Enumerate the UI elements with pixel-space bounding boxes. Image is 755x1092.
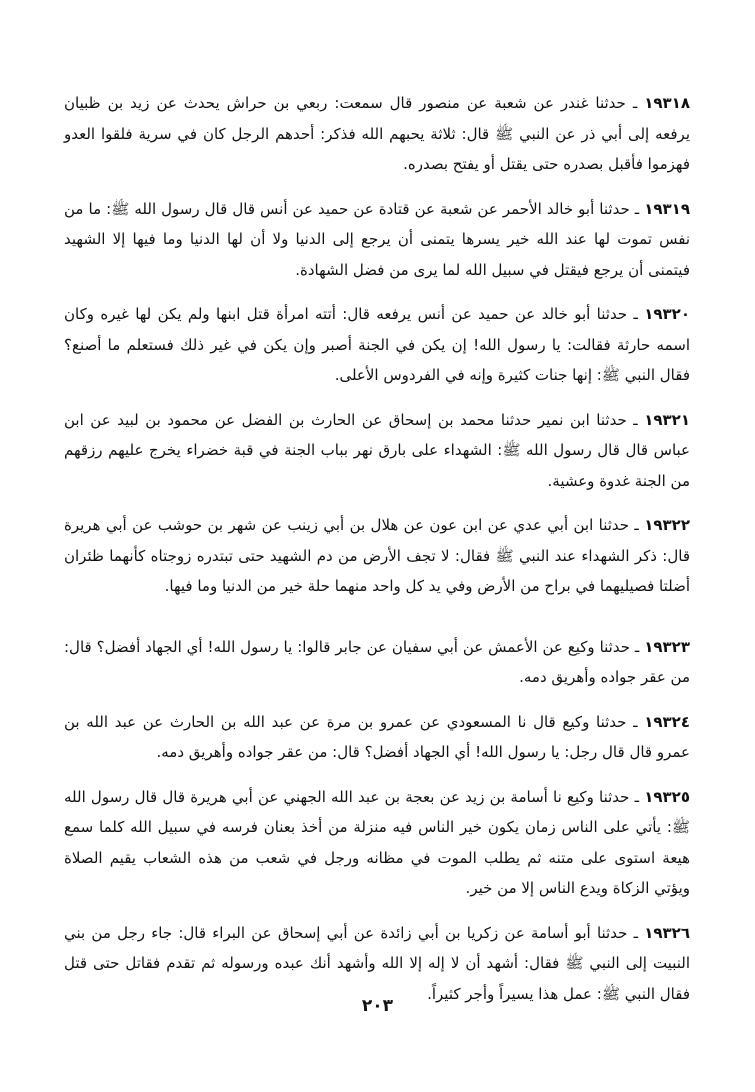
hadith-19324 bbox=[64, 707, 690, 768]
hadith-number: ١٩٣٢٠ bbox=[644, 305, 690, 323]
hadith-text: ـ حدثنا ابن نمير حدثنا محمد بن إسحاق عن الحارث بن الفضل عن محمود بن لبيد عن ابن عباس قال قال رسول الله ﷺ: الشهداء على بارق نهر بباب الجنة في قبة خضراء يخرج عليهم رزقهم من الجنة غدوة وعشية. bbox=[64, 410, 690, 490]
hadith-number: ١٩٣١٨ bbox=[644, 94, 690, 112]
hadith-number: ١٩٣٢١ bbox=[644, 410, 690, 429]
hadith-number: ١٩٣٢٢ bbox=[644, 516, 690, 534]
page-number: ٢٠٣ bbox=[361, 996, 394, 1016]
hadith-19325 bbox=[64, 782, 690, 904]
hadith-19323 bbox=[64, 632, 690, 693]
hadith-number: ١٩٣٢٥ bbox=[644, 787, 690, 806]
hadith-text: ـ حدثنا أبو خالد الأحمر عن شعبة عن قتادة عن حميد عن أنس قال قال رسول الله ﷺ: ما من نفس تموت لها عند الله خير يسرها يتمنى أن يرجع إلى الدنيا ولا أن لها الدنيا وما فيها إلا الشهيد فيتمنى أن يرجع فيقتل في سبيل الله لما يرى من فضل الشهادة. bbox=[64, 199, 690, 279]
hadith-text: ـ حدثنا ابن أبي عدي عن ابن عون عن هلال بن أبي زينب عن شهر بن حوشب عن أبي هريرة قال: ذكر الشهداء عند النبي ﷺ فقال: لا تجف الأرض من دم الشهيد حتى تبتدره زوجتاه كأنهما ظئران أضلتا فصيليهما في براح من الأرض وفي يد كل واحد منهما حلة خير من الدنيا وما فيها. bbox=[64, 516, 690, 595]
hadith-number: ١٩٣٢٦ bbox=[644, 923, 690, 942]
hadith-19319 bbox=[64, 194, 690, 286]
hadith-19322 bbox=[64, 510, 690, 602]
hadith-text-block bbox=[64, 88, 690, 1023]
hadith-text: ـ حدثنا غندر عن شعبة عن منصور قال سمعت: ربعي بن حراش يحدث عن زيد بن ظبيان يرفعه إلى أبي ذر عن النبي ﷺ قال: ثلاثة يحبهم الله فذكر: أحدهم الرجل كان في سرية فلقوا العدو فهزموا فأقبل بصدره حتى يقتل أو يفتح بصدره. bbox=[64, 94, 690, 173]
hadith-text: ـ حدثنا أبو خالد عن حميد عن أنس يرفعه قال: أتته امرأة قتل ابنها ولم يكن لها غيره وكان اسمه حارثة فقالت: يا رسول الله! إن يكن في الجنة أصبر وإن يكن في غير ذلك فستعلم ما أصنع؟ فقال النبي ﷺ: إنها جنات كثيرة وإنه في الفردوس الأعلى. bbox=[64, 305, 690, 384]
hadith-text: ـ حدثنا وكيع نا أسامة بن زيد عن بعجة بن عبد الله الجهني عن أبي هريرة قال قال رسول الله ﷺ: يأتي على الناس زمان يكون خير الناس فيه منزلة من أخذ بعنان فرسه في سبيل الله كلما سمع هيعة استوى على متنه ثم يطلب الموت في مظانه ورجل في شعب من هذه الشعاب يقيم الصلاة ويؤتي الزكاة ويدع الناس إلا من خير. bbox=[64, 787, 690, 897]
hadith-text: ـ حدثنا وكيع قال نا المسعودي عن عمرو بن مرة عن عبد الله بن الحارث عن عبد الله بن عمرو قال قال رجل: يا رسول الله! أي الجهاد أفضل؟ قال: من عقر جواده وأهريق دمه. bbox=[64, 712, 690, 761]
hadith-19320 bbox=[64, 299, 690, 391]
hadith-number: ١٩٣٢٣ bbox=[644, 637, 690, 656]
hadith-text: ـ حدثنا وكيع عن الأعمش عن أبي سفيان عن جابر قالوا: يا رسول الله! أي الجهاد أفضل؟ قال: من عقر جواده وأهريق دمه. bbox=[64, 637, 690, 686]
hadith-text: ـ حدثنا أبو أسامة عن زكريا بن أبي زائدة عن أبي إسحاق عن البراء قال: جاء رجل من بني النبيت إلى النبي ﷺ فقال: أشهد أن لا إله إلا الله وأشهد أنك عبده ورسوله ثم تقدم فقاتل حتى قتل فقال النبي ﷺ: عمل هذا يسيراً وأجر كثيراً. bbox=[64, 923, 690, 1003]
hadith-number: ١٩٣١٩ bbox=[644, 199, 690, 218]
hadith-19321 bbox=[64, 405, 690, 497]
hadith-number: ١٩٣٢٤ bbox=[644, 712, 690, 731]
hadith-19318 bbox=[64, 88, 690, 180]
